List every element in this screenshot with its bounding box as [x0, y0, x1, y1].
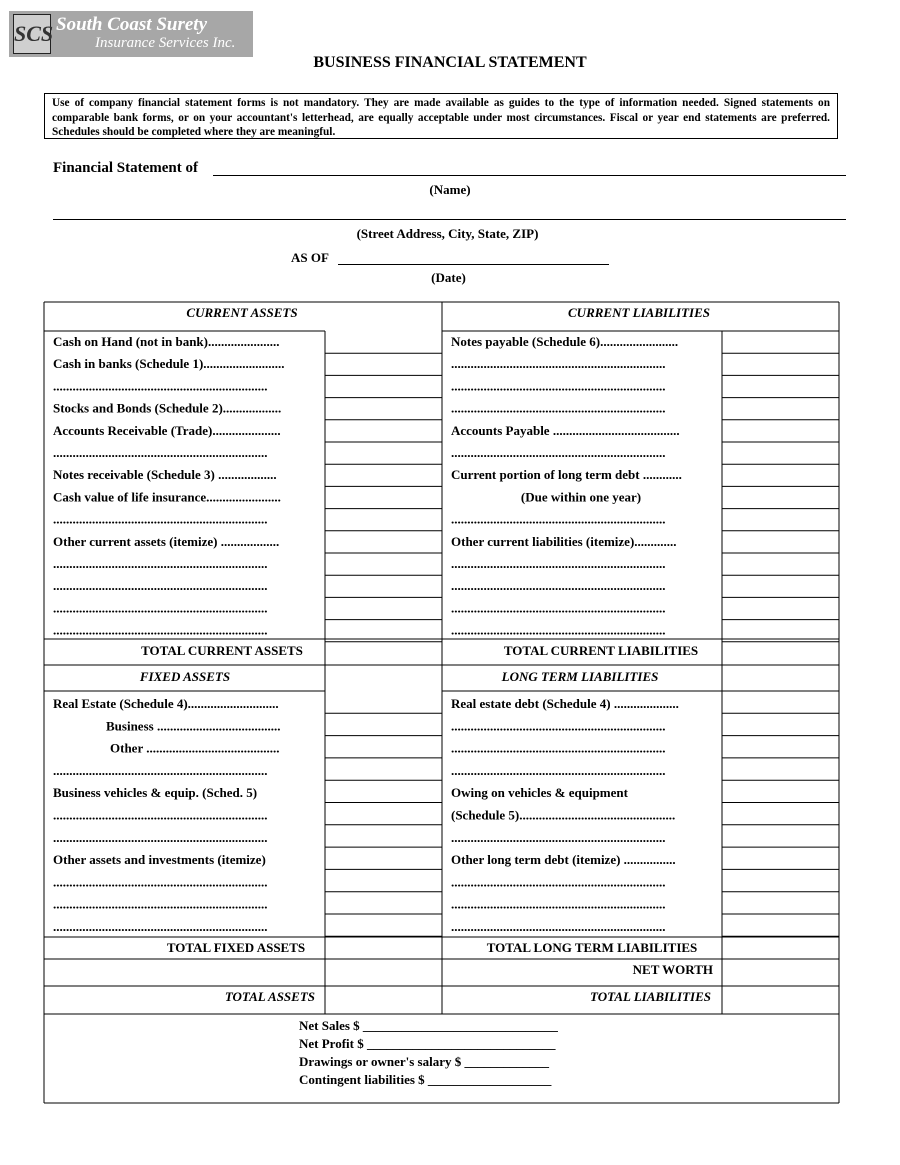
current-liability-row-label: (Due within one year)	[520, 489, 642, 505]
long-term-liability-row-label: Owing on vehicles & equipment	[451, 785, 628, 801]
fixed-asset-amount-cell[interactable]	[325, 869, 442, 891]
current-asset-amount-cell[interactable]	[325, 553, 442, 575]
total-current-liabilities-label: TOTAL CURRENT LIABILITIES	[503, 643, 699, 658]
fixed-asset-row-label: Business ......................................	[106, 718, 281, 734]
current-liability-row-label: ..................................................................	[451, 445, 666, 460]
long-term-liability-amount-cell[interactable]	[722, 736, 839, 758]
fixed-asset-amount-cell[interactable]	[325, 780, 442, 802]
current-asset-row-label: ..................................................................	[53, 600, 268, 616]
total-liabilities-amount-cell[interactable]	[722, 986, 839, 1014]
total-long-term-liabilities-label: TOTAL LONG TERM LIABILITIES	[486, 940, 698, 955]
current-asset-amount-cell[interactable]	[325, 353, 442, 375]
current-liability-row-label: Current portion of long term debt ............	[451, 467, 682, 483]
logo-company-name: South Coast Surety	[56, 14, 207, 35]
current-asset-amount-cell[interactable]	[325, 398, 442, 420]
fixed-asset-amount-cell[interactable]	[325, 825, 442, 847]
current-asset-row-label: Notes receivable (Schedule 3) ..................	[53, 467, 277, 483]
fixed-asset-row-label: ..................................................................	[53, 896, 268, 912]
total-current-assets-label: TOTAL CURRENT ASSETS	[141, 643, 303, 658]
page-title: BUSINESS FINANCIAL STATEMENT	[313, 54, 587, 71]
logo-mark: SCS	[13, 14, 51, 54]
fixed-asset-row-label: ..................................................................	[53, 762, 268, 778]
long-term-liability-row-label: ..................................................................	[451, 874, 666, 890]
fixed-asset-row-label: Real Estate (Schedule 4)............................	[53, 696, 279, 711]
current-liability-amount-cell[interactable]	[722, 375, 839, 397]
current-asset-amount-cell[interactable]	[325, 331, 442, 353]
current-asset-amount-cell[interactable]	[325, 597, 442, 619]
section-heading-current-liabilities: CURRENT LIABILITIES	[568, 305, 710, 320]
current-asset-row-label: Cash value of life insurance.......................	[53, 489, 281, 505]
current-asset-amount-cell[interactable]	[325, 486, 442, 508]
current-liability-amount-cell[interactable]	[722, 486, 839, 508]
current-liability-amount-cell[interactable]	[722, 531, 839, 553]
current-liability-row-label: Accounts Payable .......................................	[451, 422, 680, 438]
long-term-liability-amount-cell[interactable]	[722, 758, 839, 780]
long-term-liability-row-label: ..................................................................	[451, 740, 666, 756]
current-asset-row-label: ..................................................................	[53, 445, 268, 460]
long-term-liability-row-label: ..................................................................	[451, 718, 666, 734]
current-liability-amount-cell[interactable]	[722, 553, 839, 575]
total-current-assets-amount-cell[interactable]	[325, 639, 442, 665]
total-current-liabilities-amount-cell[interactable]	[722, 639, 839, 665]
long-term-liability-amount-cell[interactable]	[722, 803, 839, 825]
long-term-liability-row-label: ..................................................................	[451, 762, 666, 778]
long-term-liability-row-label: ..................................................................	[451, 896, 666, 912]
fixed-asset-amount-cell[interactable]	[325, 713, 442, 735]
section-heading-long-term-liabilities: LONG TERM LIABILITIES	[501, 669, 659, 684]
total-liabilities-label: TOTAL LIABILITIES	[590, 989, 711, 1004]
long-term-liability-amount-cell[interactable]	[722, 892, 839, 914]
fixed-asset-amount-cell[interactable]	[325, 892, 442, 914]
fixed-asset-row-label: Other assets and investments (itemize)	[53, 852, 266, 868]
total-long-term-liabilities-amount-cell[interactable]	[722, 937, 839, 959]
current-asset-amount-cell[interactable]	[325, 509, 442, 531]
current-liability-row-label: ..................................................................	[451, 356, 666, 372]
fixed-asset-row-label: Other .........................................	[110, 740, 280, 756]
long-term-liability-row-label: Real estate debt (Schedule 4) ....................	[451, 696, 679, 711]
net-sales-line[interactable]: Net Sales $ ______________________________	[299, 1018, 558, 1033]
net-profit-line[interactable]: Net Profit $ _____________________________	[299, 1036, 556, 1051]
total-fixed-assets-label: TOTAL FIXED ASSETS	[166, 940, 306, 955]
current-liability-amount-cell[interactable]	[722, 597, 839, 619]
long-term-liability-amount-cell[interactable]	[722, 780, 839, 802]
fixed-asset-amount-cell[interactable]	[325, 691, 442, 713]
as-of-label: AS OF	[291, 250, 329, 265]
long-term-liability-row-label: (Schedule 5)................................................	[451, 807, 676, 823]
current-asset-amount-cell[interactable]	[325, 620, 442, 642]
section-heading-fixed-assets: FIXED ASSETS	[139, 669, 231, 684]
current-liability-row-label: ..................................................................	[451, 511, 666, 527]
current-asset-row-label: ..................................................................	[53, 578, 268, 594]
current-asset-row-label: ..................................................................	[53, 378, 268, 394]
current-liability-row-label: ..................................................................	[451, 622, 666, 638]
total-assets-amount-cell[interactable]	[325, 986, 442, 1014]
current-asset-amount-cell[interactable]	[325, 420, 442, 442]
current-asset-row-label: Accounts Receivable (Trade).....................	[53, 422, 281, 438]
current-liability-row-label: Other current liabilities (itemize).............	[451, 533, 677, 549]
current-liability-amount-cell[interactable]	[722, 509, 839, 531]
logo-company-subtitle: Insurance Services Inc.	[95, 35, 236, 51]
fixed-asset-row-label: ..................................................................	[53, 807, 268, 823]
name-caption: (Name)	[429, 182, 471, 197]
section-heading-current-assets: CURRENT ASSETS	[186, 305, 298, 320]
total-fixed-assets-amount-cell[interactable]	[325, 937, 442, 959]
current-asset-amount-cell[interactable]	[325, 375, 442, 397]
net-worth-label: NET WORTH	[632, 962, 713, 977]
long-term-liability-row-label: ..................................................................	[451, 829, 666, 845]
contingent-liabilities-line[interactable]: Contingent liabilities $ ___________________	[299, 1072, 552, 1087]
total-assets-label: TOTAL ASSETS	[224, 989, 315, 1004]
fixed-asset-amount-cell[interactable]	[325, 803, 442, 825]
instructions-box: Use of company financial statement forms is not mandatory. They are made available as guides to the type of information needed. Signed statements on comparable bank forms, or on your accountant's letterhead, are equally acceptable under most circumstances. Fiscal or year end statements are preferred. Schedules should be completed where they are meaningful.	[44, 93, 838, 139]
statement-of-label: Financial Statement of	[53, 160, 198, 176]
long-term-liability-amount-cell[interactable]	[722, 847, 839, 869]
current-asset-row-label: Cash on Hand (not in bank)......................	[53, 334, 280, 349]
net-worth-amount-cell[interactable]	[722, 959, 839, 986]
current-liability-amount-cell[interactable]	[722, 398, 839, 420]
current-liability-amount-cell[interactable]	[722, 420, 839, 442]
date-caption: (Date)	[431, 270, 466, 285]
fixed-asset-amount-cell[interactable]	[325, 736, 442, 758]
current-asset-row-label: Stocks and Bonds (Schedule 2)..................	[53, 400, 282, 416]
current-asset-amount-cell[interactable]	[325, 575, 442, 597]
long-term-liability-amount-cell[interactable]	[722, 713, 839, 735]
current-liability-row-label: ..................................................................	[451, 600, 666, 616]
current-liability-row-label: ..................................................................	[451, 378, 666, 394]
fixed-asset-row-label: ..................................................................	[53, 874, 268, 890]
current-liability-row-label: ..................................................................	[451, 400, 666, 416]
current-asset-amount-cell[interactable]	[325, 464, 442, 486]
current-asset-row-label: ..................................................................	[53, 556, 268, 571]
current-liability-amount-cell[interactable]	[722, 353, 839, 375]
long-term-liability-amount-cell[interactable]	[722, 869, 839, 891]
fixed-asset-amount-cell[interactable]	[325, 847, 442, 869]
fixed-asset-row-label: ..................................................................	[53, 919, 268, 934]
current-liability-amount-cell[interactable]	[722, 331, 839, 353]
long-term-liability-amount-cell[interactable]	[722, 914, 839, 936]
current-liability-amount-cell[interactable]	[722, 620, 839, 642]
current-liability-amount-cell[interactable]	[722, 464, 839, 486]
long-term-liability-amount-cell[interactable]	[722, 825, 839, 847]
fixed-asset-amount-cell[interactable]	[325, 914, 442, 936]
current-liability-row-label: Notes payable (Schedule 6)........................	[451, 334, 679, 349]
fixed-asset-row-label: ..................................................................	[53, 829, 268, 845]
long-term-liability-row-label: Other long term debt (itemize) ................	[451, 852, 676, 868]
drawings-line[interactable]: Drawings or owner's salary $ _____________	[299, 1054, 550, 1069]
current-asset-row-label: ..................................................................	[53, 511, 268, 527]
current-asset-amount-cell[interactable]	[325, 442, 442, 464]
long-term-liability-row-label: ..................................................................	[451, 919, 666, 934]
current-liability-row-label: ..................................................................	[451, 556, 666, 571]
current-liability-row-label: ..................................................................	[451, 578, 666, 594]
current-liability-amount-cell[interactable]	[722, 575, 839, 597]
fixed-asset-row-label: Business vehicles & equip. (Sched. 5)	[53, 785, 258, 801]
current-asset-amount-cell[interactable]	[325, 531, 442, 553]
long-term-liability-amount-cell[interactable]	[722, 691, 839, 713]
current-asset-row-label: ..................................................................	[53, 622, 268, 638]
current-asset-row-label: Cash in banks (Schedule 1).........................	[53, 356, 285, 372]
address-caption: (Street Address, City, State, ZIP)	[356, 226, 539, 241]
current-liability-amount-cell[interactable]	[722, 442, 839, 464]
current-asset-row-label: Other current assets (itemize) ..................	[53, 533, 280, 549]
fixed-asset-amount-cell[interactable]	[325, 758, 442, 780]
